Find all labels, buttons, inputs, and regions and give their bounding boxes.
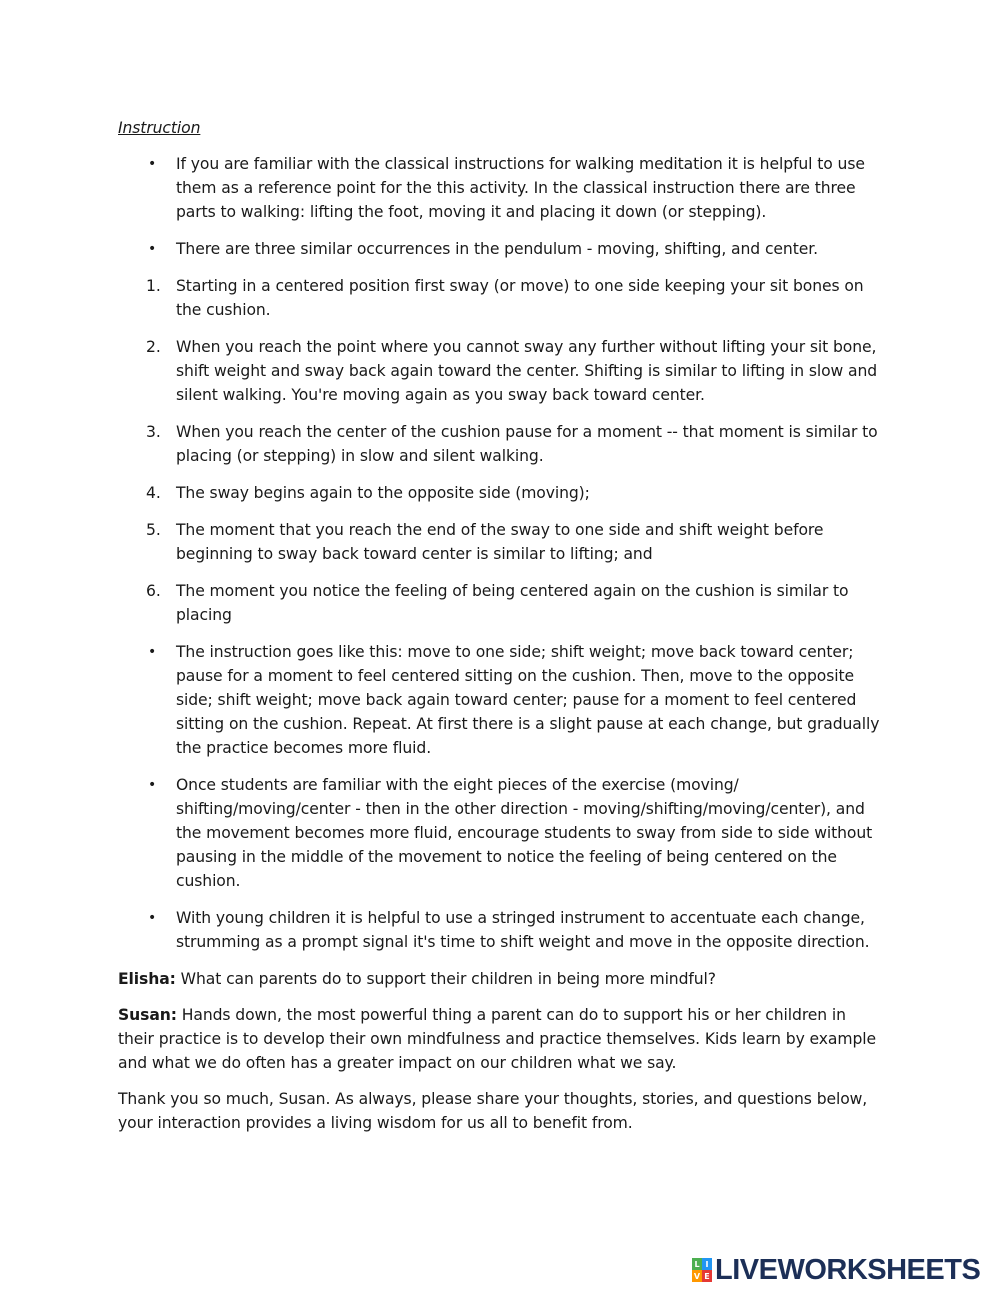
logo-mark-letter: I xyxy=(702,1258,712,1270)
list-item xyxy=(118,773,882,893)
list-item xyxy=(118,274,882,322)
number-marker: 4. xyxy=(146,484,161,502)
logo-mark-letter: L xyxy=(692,1258,702,1270)
number-marker: 6. xyxy=(146,582,161,600)
dialogue-text: What can parents do to support their children in being more mindful? xyxy=(175,970,716,988)
list-item xyxy=(118,518,882,566)
list-item-text: The moment you notice the feeling of being centered again on the cushion is similar to placing xyxy=(176,582,849,624)
liveworksheets-logo xyxy=(692,1253,992,1287)
list-item-text: The moment that you reach the end of the sway to one side and shift weight before beginning to sway back toward center is similar to lifting; and xyxy=(176,521,824,563)
instruction-list xyxy=(118,152,882,954)
list-item xyxy=(118,152,882,224)
list-item xyxy=(118,640,882,760)
bullet-marker: • xyxy=(148,910,157,926)
section-heading: Instruction xyxy=(118,119,201,137)
list-item-text: The sway begins again to the opposite side (moving); xyxy=(176,484,590,502)
list-item-text: If you are familiar with the classical instructions for walking meditation it is helpful to use them as a reference point for the this activity. In the classical instruction there are three parts to walking: lifting the foot, moving it and placing it down (or stepping). xyxy=(176,155,865,221)
closing-paragraph: Thank you so much, Susan. As always, please share your thoughts, stories, and questions below, your interaction provides a living wisdom for us all to benefit from. xyxy=(118,1090,868,1132)
list-item xyxy=(118,335,882,407)
list-item xyxy=(118,237,882,261)
logo-mark-letter: V xyxy=(693,1271,701,1281)
dialogue-elisha xyxy=(118,967,882,991)
number-marker: 3. xyxy=(146,423,161,441)
logo-mark-letter: E xyxy=(702,1270,712,1282)
list-item-text: Starting in a centered position first sway (or move) to one side keeping your sit bones on the cushion. xyxy=(176,277,864,319)
speaker-label: Elisha: xyxy=(118,970,176,988)
bullet-marker: • xyxy=(148,777,157,793)
number-marker: 2. xyxy=(146,338,161,356)
list-item xyxy=(118,420,882,468)
bullet-marker: • xyxy=(148,644,157,660)
list-item-text: There are three similar occurrences in the pendulum - moving, shifting, and center. xyxy=(176,240,818,258)
bullet-marker: • xyxy=(148,156,157,172)
speaker-label: Susan: xyxy=(118,1006,177,1024)
list-item-text: Once students are familiar with the eight pieces of the exercise (moving/ shifting/moving/center - then in the other direction - moving/shifting/moving/center), and the movement becomes more fluid, encourage students to sway from side to side without pausing in the middle of the movement to notice the feeling of being centered on the cushion. xyxy=(176,776,873,890)
dialogue-susan xyxy=(118,1003,882,1075)
number-marker: 1. xyxy=(146,277,161,295)
list-item-text: When you reach the point where you cannot sway any further without lifting your sit bone, shift weight and sway back again toward the center. Shifting is similar to lifting in slow and silent walking. You're moving again as you sway back toward center. xyxy=(176,338,878,404)
list-item xyxy=(118,906,882,954)
logo-mark-icon xyxy=(692,1258,712,1282)
list-item xyxy=(118,481,882,505)
list-item-text: The instruction goes like this: move to one side; shift weight; move back toward center; pause for a moment to feel centered sitting on the cushion. Then, move to the opposite side; shift weight; move back again toward center; pause for a moment to feel centered sitting on the cushion. Repeat. At first there is a slight pause at each change, but gradually the practice becomes more fluid. xyxy=(176,643,880,757)
dialogue-text: Hands down, the most powerful thing a parent can do to support his or her children in their practice is to develop their own mindfulness and practice themselves. Kids learn by example and what we do often has a greater impact on our children what we say. xyxy=(118,1006,876,1072)
number-marker: 5. xyxy=(146,521,161,539)
list-item-text: When you reach the center of the cushion pause for a moment -- that moment is similar to placing (or stepping) in slow and silent walking. xyxy=(176,423,878,465)
logo-text: LIVEWORKSHEETS xyxy=(715,1254,981,1286)
list-item xyxy=(118,579,882,627)
list-item-text: With young children it is helpful to use a stringed instrument to accentuate each change, strumming as a prompt signal it's time to shift weight and move in the opposite direction. xyxy=(176,909,870,951)
document-body xyxy=(118,116,882,1147)
bullet-marker: • xyxy=(148,241,157,257)
